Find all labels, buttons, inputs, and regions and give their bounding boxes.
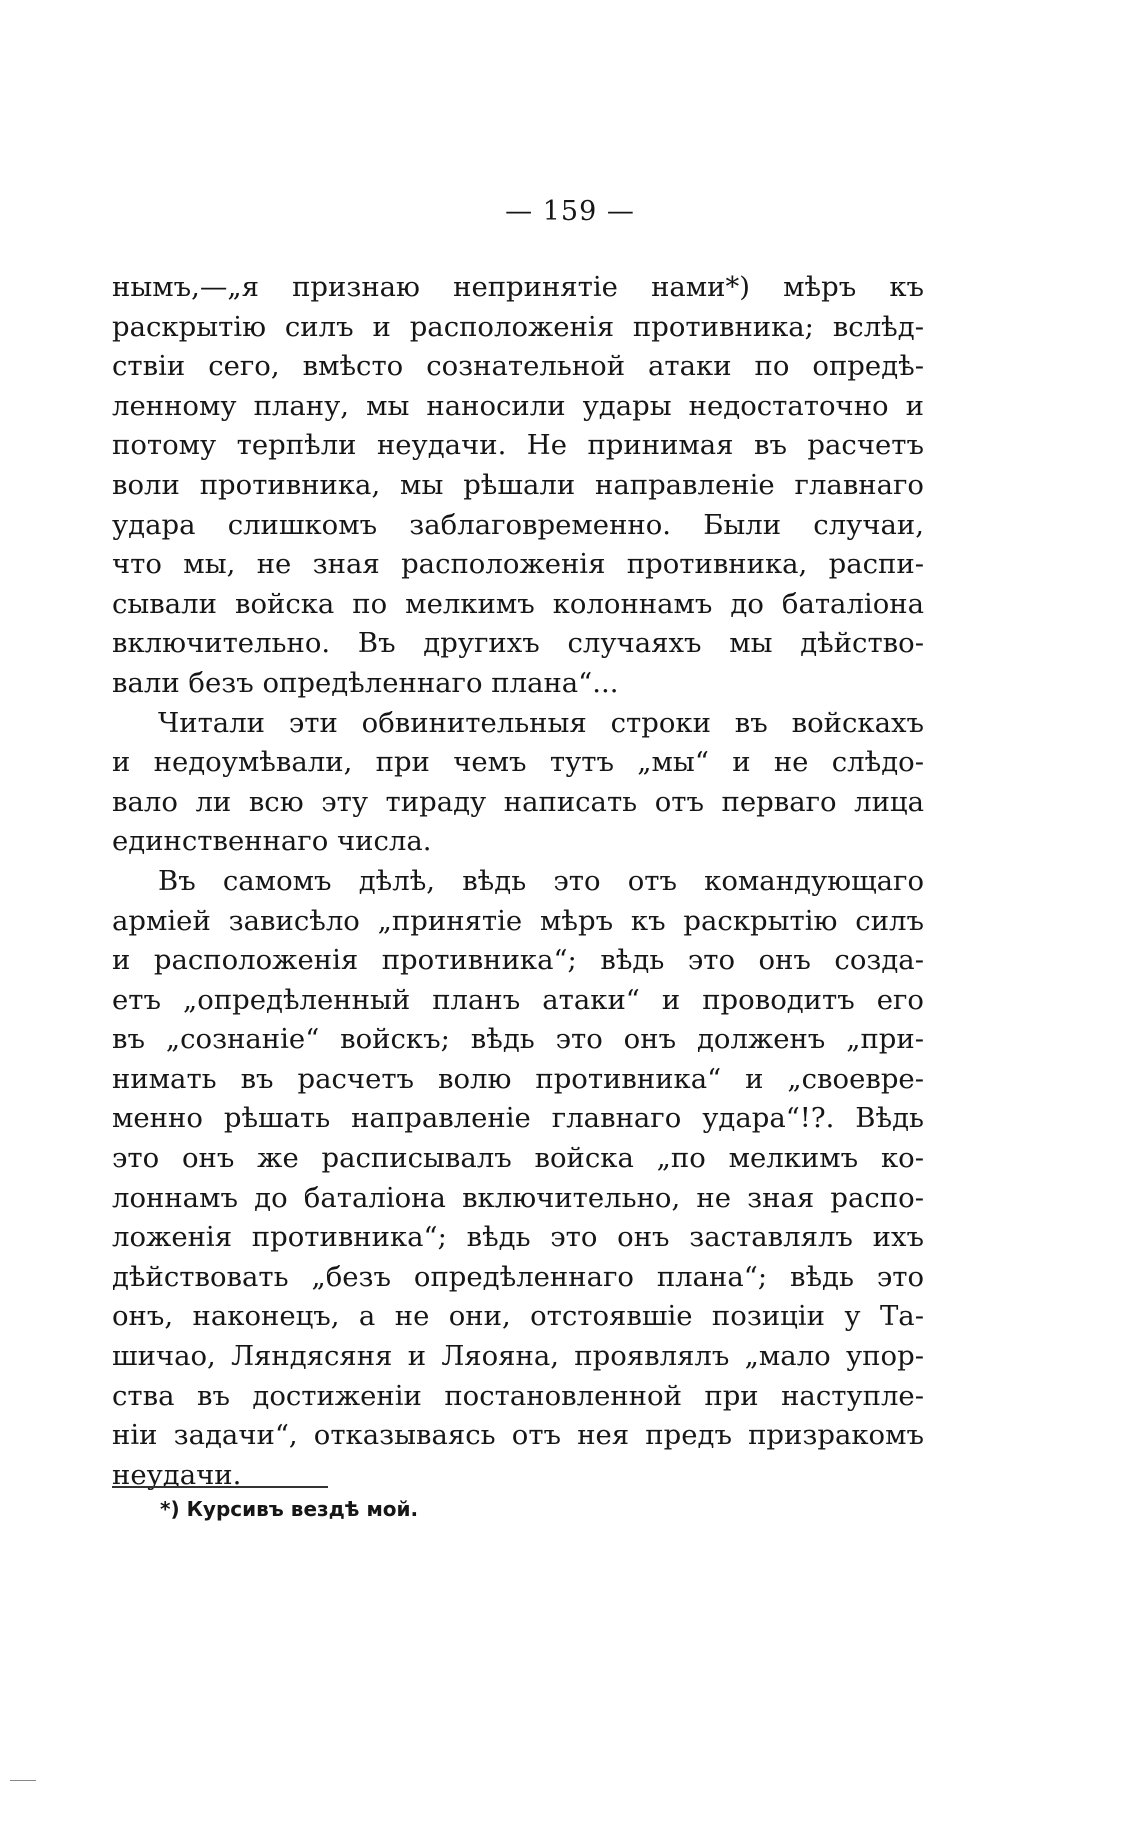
text-line: въ „сознаніе“ войскъ; вѣдь это онъ долженъ „при- [112,1023,924,1056]
body-text [112,268,924,1495]
footnote-divider [112,1486,328,1488]
text-line: шичао, Ляндясяня и Ляояна, проявлялъ „мало упор- [112,1340,924,1373]
paragraph-2 [112,704,924,862]
text-line: лоннамъ до баталіона включительно, не зная распо- [112,1181,924,1214]
text-line: дѣйствовать „безъ опредѣленнаго плана“; вѣдь это [112,1260,924,1293]
text-line: воли противника, мы рѣшали направленіе главнаго [112,468,924,501]
text-line: Въ самомъ дѣлѣ, вѣдь это отъ командующаго [158,864,924,897]
text-line: арміей зависѣло „принятіе мѣръ къ раскрытію силъ [112,904,924,937]
text-line: нимать въ расчетъ волю противника“ и „своевре- [112,1062,924,1095]
text-line: удара слишкомъ заблаговременно. Были случаи, [112,508,924,541]
text-line: вали безъ опредѣленнаго плана“... [112,666,619,699]
text-line: потому терпѣли неудачи. Не принимая въ расчетъ [112,429,924,462]
text-line: неудачи. [112,1458,242,1491]
text-line: ствіи сего, вмѣсто сознательной атаки по опредѣ- [112,350,924,383]
text-line: вало ли всю эту тираду написать отъ перваго лица [112,785,924,818]
text-line: это онъ же расписывалъ войска „по мелкимъ ко- [112,1142,924,1175]
text-line: Читали эти обвинительныя строки въ войскахъ [158,706,924,739]
text-line: ленному плану, мы наносили удары недостаточно и [112,389,924,422]
text-line: и недоумѣвали, при чемъ тутъ „мы“ и не слѣдо- [112,746,924,779]
text-line: етъ „опредѣленный планъ атаки“ и проводитъ его [112,983,924,1016]
text-line: и расположенія противника“; вѣдь это онъ созда- [112,944,924,977]
paragraph-1 [112,268,924,704]
text-line: включительно. Въ другихъ случаяхъ мы дѣйство- [112,627,924,660]
text-line: нымъ,—„я признаю непринятіе нами*) мѣръ къ [112,271,924,303]
text-line: раскрытію силъ и расположенія противника; вслѣд- [112,310,924,343]
footnote: *) Курсивъ вездѣ мой. [160,1497,419,1521]
text-line: сывали войска по мелкимъ колоннамъ до баталіона [112,587,924,620]
text-line: что мы, не зная расположенія противника, распи- [112,548,924,581]
text-line: онъ, наконецъ, а не они, отстоявшіе позиціи у Та- [112,1300,924,1333]
text-line: менно рѣшать направленіе главнаго удара“!?. Вѣдь [112,1102,924,1135]
text-line: ніи задачи“, отказываясь отъ нея предъ призракомъ [112,1419,924,1452]
text-line: ства въ достиженіи постановленной при наступле- [112,1379,924,1412]
text-line: единственнаго числа. [112,825,432,858]
scan-mark [10,1780,36,1781]
page-number: — 159 — [505,196,635,227]
text-line: ложенія противника“; вѣдь это онъ заставлялъ ихъ [112,1221,924,1254]
paragraph-3 [112,862,924,1496]
